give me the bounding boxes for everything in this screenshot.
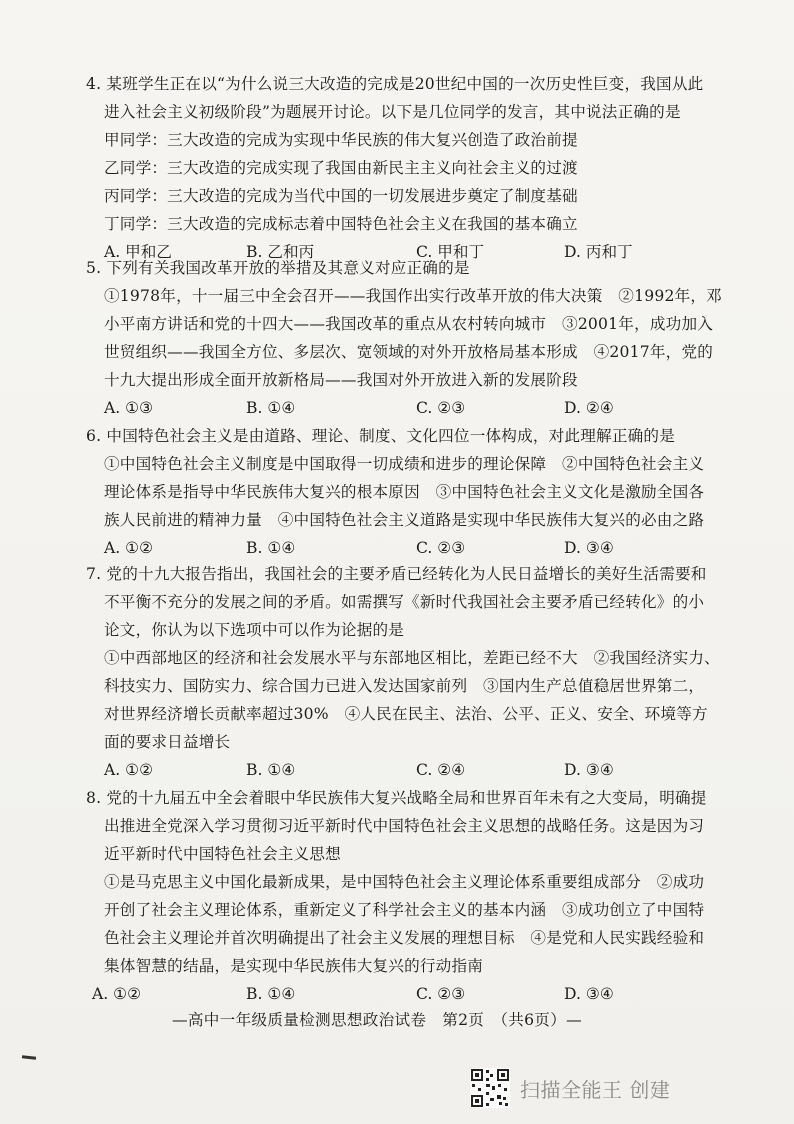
question-text-line: 丁同学：三大改造的完成标志着中国特色社会主义在我国的基本确立 (104, 215, 578, 233)
question-text-line: 科技实力、国防实力、综合国力已进入发达国家前列 ③国内生产总值稳居世界第二， (104, 677, 705, 695)
option-c: C. ②③ (416, 985, 466, 1003)
option-b: B. ①④ (246, 985, 296, 1003)
option-d: D. ③④ (564, 539, 614, 557)
option-a: A. ①③ (104, 399, 154, 417)
answer-options (86, 534, 696, 562)
question-text-line: 4. 某班学生正在以“为什么说三大改造的完成是20世纪中国的一次历史性巨变，我国从此 (86, 75, 704, 93)
watermark-text: 扫描全能王 创建 (520, 1077, 671, 1102)
question-text-line: 面的要求日益增长 (104, 733, 231, 751)
question-text-line: 世贸组织——我国全方位、多层次、宽领域的对外开放格局基本形成 ④2017年，党的 (104, 343, 714, 361)
question-5 (86, 254, 722, 422)
question-text-line: 小平南方讲话和党的十四大——我国改革的重点从农村转向城市 ③2001年，成功加入 (104, 315, 714, 333)
question-text-line: ①1978年，十一届三中全会召开——我国作出实行改革开放的伟大决策 ②1992年，邓 (104, 287, 722, 305)
question-text-line: 开创了社会主义理论体系，重新定义了科学社会主义的基本内涵 ③成功创立了中国特 (104, 901, 705, 919)
question-text-line: 色社会主义理论并首次明确提出了社会主义发展的理想目标 ④是党和人民实践经验和 (104, 929, 705, 947)
option-d: D. ②④ (564, 399, 614, 417)
question-6 (86, 422, 705, 562)
qr-code-icon (470, 1068, 510, 1108)
question-text-line: ①中国特色社会主义制度是中国取得一切成绩和进步的理论保障 ②中国特色社会主义 (104, 455, 705, 473)
option-c: C. ②③ (416, 539, 466, 557)
question-text-line: 对世界经济增长贡献率超过30% ④人民在民主、法治、公平、正义、安全、环境等方 (104, 705, 708, 723)
question-text-line: ①中西部地区的经济和社会发展水平与东部地区相比，差距已经不大 ②我国经济实力、 (104, 649, 720, 667)
question-text-line: 甲同学：三大改造的完成为实现中华民族的伟大复兴创造了政治前提 (104, 131, 578, 149)
question-text-line: 6. 中国特色社会主义是由道路、理论、制度、文化四位一体构成，对此理解正确的是 (86, 427, 676, 445)
option-b: B. ①④ (246, 399, 296, 417)
option-c: C. 甲和丁 (416, 243, 485, 261)
option-b: B. 乙和丙 (246, 243, 315, 261)
page-footer: —高中一年级质量检测思想政治试卷 第2页 （共6页）— (172, 1011, 582, 1029)
question-text-line: 近平新时代中国特色社会主义思想 (104, 845, 341, 863)
question-text-line: 7. 党的十九大报告指出，我国社会的主要矛盾已经转化为人民日益增长的美好生活需要和 (86, 565, 707, 583)
question-text-line: 乙同学：三大改造的完成实现了我国由新民主主义向社会主义的过渡 (104, 159, 578, 177)
option-a: A. 甲和乙 (104, 243, 172, 261)
question-7 (86, 560, 720, 784)
option-b: B. ①④ (246, 761, 296, 779)
option-c: C. ②③ (416, 399, 466, 417)
scanner-watermark (470, 1064, 670, 1112)
question-text-line: 不平衡不充分的发展之间的矛盾。如需撰写《新时代我国社会主要矛盾已经转化》的小 (104, 593, 705, 611)
question-text-line: 集体智慧的结晶，是实现中华民族伟大复兴的行动指南 (104, 957, 484, 975)
question-text-line: 出推进全党深入学习贯彻习近平新时代中国特色社会主义思想的战略任务。这是因为习 (104, 817, 705, 835)
question-text-line: 十九大提出形成全面开放新格局——我国对外开放进入新的发展阶段 (104, 371, 578, 389)
answer-options (86, 756, 696, 784)
option-c: C. ②④ (416, 761, 466, 779)
question-8 (86, 784, 707, 1008)
answer-options (86, 980, 696, 1008)
scan-mark (22, 1055, 36, 1059)
option-a: A. ①② (104, 761, 154, 779)
option-b: B. ①④ (246, 539, 296, 557)
question-text-line: ①是马克思主义中国化最新成果，是中国特色社会主义理论体系重要组成部分 ②成功 (104, 873, 705, 891)
option-a: A. ①② (92, 985, 142, 1003)
option-d: D. ③④ (564, 761, 614, 779)
question-text-line: 进入社会主义初级阶段”为题展开讨论。以下是几位同学的发言，其中说法正确的是 (104, 103, 681, 121)
question-4 (86, 70, 704, 266)
answer-options (86, 394, 696, 422)
option-d: D. ③④ (564, 985, 614, 1003)
option-d: D. 丙和丁 (564, 243, 633, 261)
option-a: A. ①② (104, 539, 154, 557)
question-text-line: 丙同学：三大改造的完成为当代中国的一切发展进步奠定了制度基础 (104, 187, 578, 205)
question-text-line: 族人民前进的精神力量 ④中国特色社会主义道路是实现中华民族伟大复兴的必由之路 (104, 511, 705, 529)
question-text-line: 论文，你认为以下选项中可以作为论据的是 (104, 621, 405, 639)
question-text-line: 理论体系是指导中华民族伟大复兴的根本原因 ③中国特色社会主义文化是激励全国各 (104, 483, 705, 501)
question-text-line: 5. 下列有关我国改革开放的举措及其意义对应正确的是 (86, 259, 470, 277)
question-text-line: 8. 党的十九届五中全会着眼中华民族伟大复兴战略全局和世界百年未有之大变局，明确提 (86, 789, 707, 807)
